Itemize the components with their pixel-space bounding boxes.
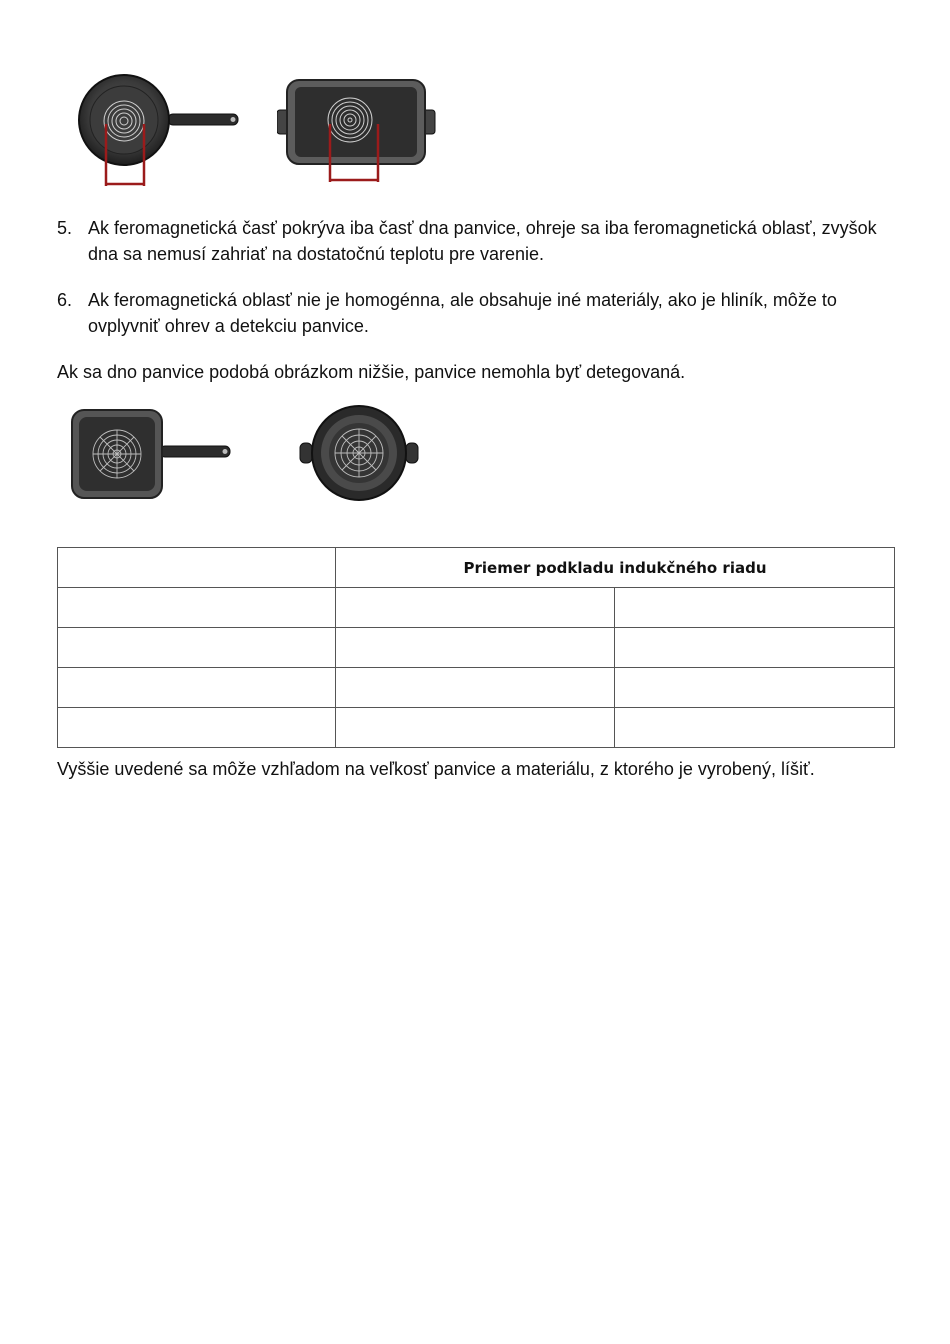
wok-icon (300, 406, 418, 500)
table-cell (615, 588, 895, 628)
table-cell (336, 708, 615, 748)
list-number: 5. (57, 218, 73, 238)
table-cell (58, 628, 336, 668)
table-row (58, 708, 895, 748)
table-row (58, 628, 895, 668)
square-grill-pan-icon (72, 410, 230, 498)
table-header-row (58, 548, 895, 588)
intro-paragraph: Ak sa dno panvice podobá obrázkom nižšie, panvice nemohla byť detegovaná. (57, 362, 686, 382)
table-cell (615, 668, 895, 708)
table-cell (58, 548, 336, 588)
table-cell (615, 708, 895, 748)
table-row (58, 588, 895, 628)
table-cell (336, 668, 615, 708)
table-row (58, 668, 895, 708)
table-cell (58, 708, 336, 748)
footer-paragraph: Vyššie uvedené sa môže vzhľadom na veľkosť panvice a materiálu, z ktorého je vyrobený, líšiť. (57, 759, 815, 779)
roasting-pan-icon (277, 80, 435, 182)
table-header: Priemer podkladu indukčného riadu (336, 548, 895, 588)
frying-pan-icon (79, 75, 238, 186)
list-number: 6. (57, 290, 73, 310)
table-cell (58, 588, 336, 628)
list-text: Ak feromagnetická oblasť nie je homogénna, ale obsahuje iné materiály, ako je hliník, môže to ovplyvniť ohrev a detekciu panvice. (88, 290, 837, 336)
list-text: Ak feromagnetická časť pokrýva iba časť dna panvice, ohreje sa iba feromagnetická oblasť, zvyšok dna sa nemusí zahriať na dostatočnú teplotu pre varenie. (88, 218, 877, 264)
table-cell (58, 668, 336, 708)
spec-table (57, 547, 895, 748)
frying-pan-figure (78, 74, 243, 189)
roasting-pan-figure (277, 78, 437, 186)
table-cell (336, 588, 615, 628)
wok-figure (299, 404, 419, 504)
table-cell (615, 628, 895, 668)
table-cell (336, 628, 615, 668)
square-pan-figure (70, 408, 235, 500)
